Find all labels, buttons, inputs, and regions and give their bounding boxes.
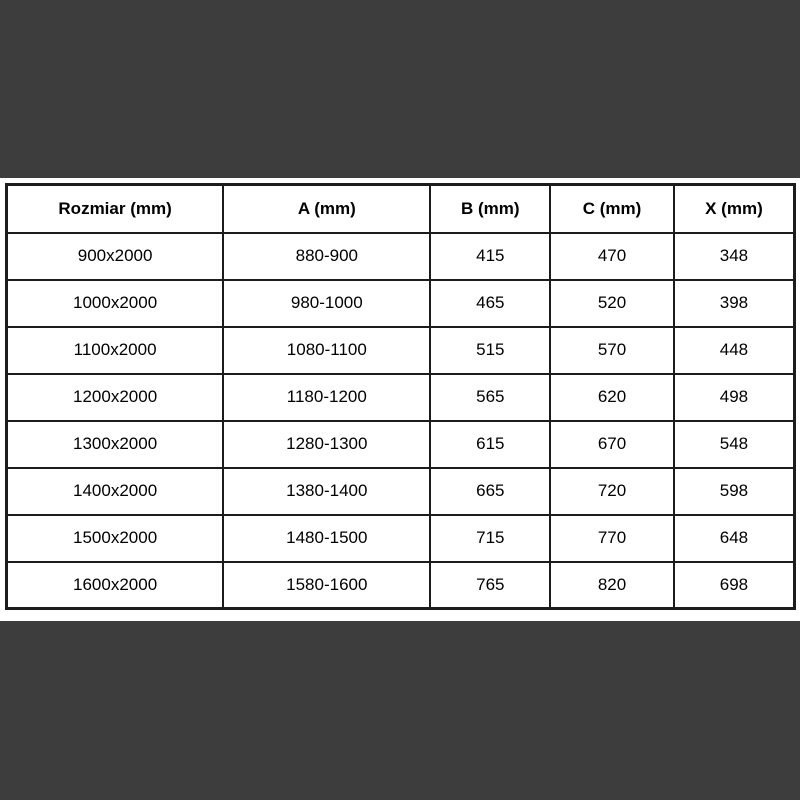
table-cell: 465 [430, 280, 550, 327]
table-cell: 520 [550, 280, 674, 327]
table-cell: 348 [674, 233, 795, 280]
table-cell: 470 [550, 233, 674, 280]
table-row [7, 515, 795, 562]
table-cell: 1300x2000 [7, 421, 224, 468]
table-cell: 1400x2000 [7, 468, 224, 515]
table-cell: 980-1000 [223, 280, 430, 327]
table-cell: 570 [550, 327, 674, 374]
column-header-a: A (mm) [223, 185, 430, 233]
table-row [7, 421, 795, 468]
table-cell: 1500x2000 [7, 515, 224, 562]
table-cell: 648 [674, 515, 795, 562]
header-row [7, 185, 795, 233]
table-cell: 1380-1400 [223, 468, 430, 515]
table-cell: 565 [430, 374, 550, 421]
table-cell: 515 [430, 327, 550, 374]
table-cell: 670 [550, 421, 674, 468]
table-cell: 820 [550, 562, 674, 609]
table-cell: 1200x2000 [7, 374, 224, 421]
table-row [7, 468, 795, 515]
table-row [7, 233, 795, 280]
table-body [7, 233, 795, 609]
table-cell: 1580-1600 [223, 562, 430, 609]
table-cell: 900x2000 [7, 233, 224, 280]
table-cell: 770 [550, 515, 674, 562]
table-cell: 1280-1300 [223, 421, 430, 468]
table-cell: 398 [674, 280, 795, 327]
table-cell: 765 [430, 562, 550, 609]
column-header-b: B (mm) [430, 185, 550, 233]
table-row [7, 374, 795, 421]
table-cell: 1180-1200 [223, 374, 430, 421]
table-cell: 698 [674, 562, 795, 609]
table-cell: 415 [430, 233, 550, 280]
table-cell: 1080-1100 [223, 327, 430, 374]
table-cell: 880-900 [223, 233, 430, 280]
table-row [7, 562, 795, 609]
table-cell: 1100x2000 [7, 327, 224, 374]
table-cell: 620 [550, 374, 674, 421]
table-cell: 1600x2000 [7, 562, 224, 609]
column-header-c: C (mm) [550, 185, 674, 233]
table-cell: 448 [674, 327, 795, 374]
table-cell: 715 [430, 515, 550, 562]
table-cell: 1480-1500 [223, 515, 430, 562]
size-spec-table [5, 183, 796, 610]
column-header-rozmiar: Rozmiar (mm) [7, 185, 224, 233]
table-cell: 548 [674, 421, 795, 468]
table-cell: 1000x2000 [7, 280, 224, 327]
table-cell: 498 [674, 374, 795, 421]
table-row [7, 280, 795, 327]
column-header-x: X (mm) [674, 185, 795, 233]
table-cell: 720 [550, 468, 674, 515]
table-header [7, 185, 795, 233]
table-cell: 665 [430, 468, 550, 515]
table-cell: 598 [674, 468, 795, 515]
table-cell: 615 [430, 421, 550, 468]
table-row [7, 327, 795, 374]
table-panel [0, 178, 800, 621]
